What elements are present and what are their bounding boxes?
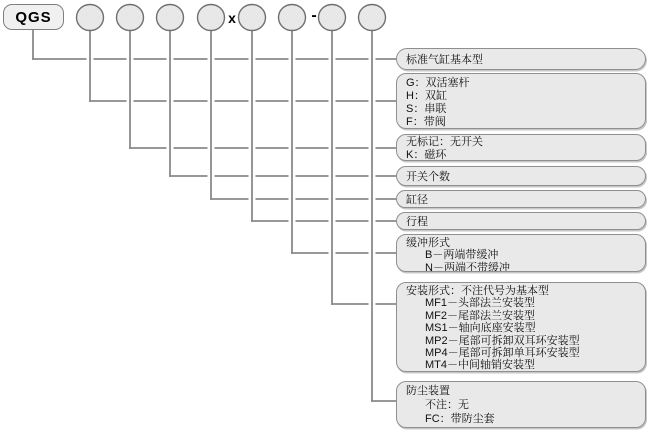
label-box-stroke — [396, 212, 646, 230]
crossing-gaps — [90, 33, 372, 396]
label-line: H：双缸 — [406, 90, 447, 102]
label-line: N－两端不带缓冲 — [425, 261, 510, 272]
label-line: 缓冲形式 — [406, 237, 450, 249]
model-prefix-box: QGS — [3, 4, 64, 30]
label-line: 开关个数 — [406, 171, 450, 183]
label-line: 防尘装置 — [406, 385, 450, 397]
label-box-bore — [396, 190, 646, 208]
label-line: MP2－尾部可拆卸双耳环安装型 — [425, 334, 580, 347]
label-line: G：双活塞杆 — [406, 77, 470, 89]
label-line: MP4－尾部可拆卸单耳环安装型 — [425, 347, 580, 360]
code-circle — [157, 5, 184, 31]
code-circle — [198, 5, 225, 31]
label-line: MT4－中间轴销安装型 — [425, 359, 535, 372]
multiply-separator: x — [228, 10, 236, 26]
label-box-variant — [396, 73, 646, 129]
label-line: MF2－尾部法兰安装型 — [425, 309, 535, 322]
label-box-dust-device — [396, 381, 646, 428]
code-circle — [239, 5, 266, 31]
connector-horizontals — [33, 59, 397, 401]
dash-separator: - — [311, 7, 317, 24]
label-line: MF1－头部法兰安装型 — [425, 297, 535, 310]
code-circle — [279, 5, 306, 31]
label-box-mounting-type — [396, 282, 646, 372]
label-box-basic-type — [396, 48, 646, 70]
label-box-switch-mark — [396, 134, 646, 161]
code-circle — [359, 5, 386, 31]
label-line: 无标记：无开关 — [406, 136, 483, 148]
label-line: B－两端带缓冲 — [425, 249, 499, 262]
label-box-switch-count — [396, 166, 646, 186]
code-circle — [117, 5, 144, 31]
label-line: 行程 — [406, 216, 428, 228]
label-line: S：串联 — [406, 103, 447, 115]
label-line: FC：带防尘套 — [425, 412, 495, 425]
label-line: K：磁环 — [406, 148, 447, 161]
label-line: 安装形式：不注代号为基本型 — [406, 285, 549, 297]
label-line: 不注：无 — [425, 398, 469, 411]
label-line: 缸径 — [406, 194, 428, 206]
label-line: 标准气缸基本型 — [406, 54, 483, 66]
connector-verticals — [33, 29, 372, 401]
label-box-cushion-type — [396, 234, 646, 272]
code-circle — [319, 5, 346, 31]
label-line: MS1－轴向底座安装型 — [425, 322, 536, 335]
code-circle — [77, 5, 104, 31]
label-line: F：带阀 — [406, 116, 446, 128]
